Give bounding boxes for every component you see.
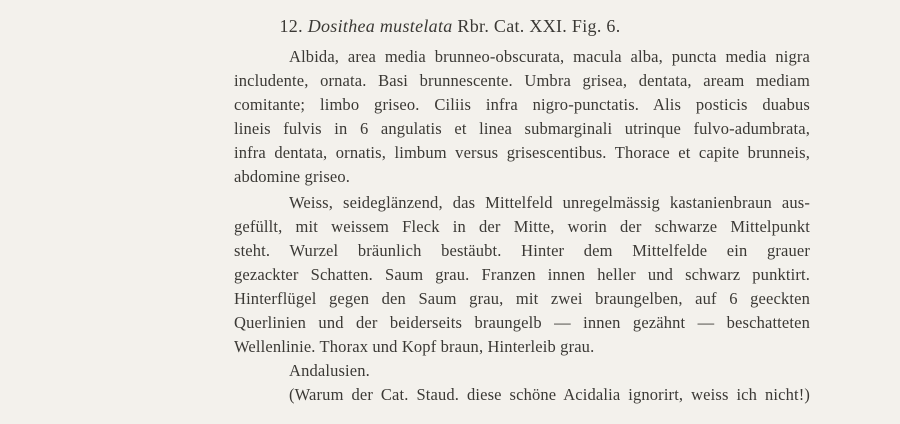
german-line: Wellenlinie. Thorax und Kopf braun, Hinterleib grau. <box>234 337 595 356</box>
species-name: Dosithea mustelata <box>307 16 453 36</box>
locality: Andalusien. <box>289 361 370 380</box>
latin-line: includente, ornata. Basi brunnescente. Umbra grisea, dentata, aream mediam <box>234 71 810 90</box>
latin-line: comitante; limbo griseo. Ciliis infra nigro-punctatis. Alis posticis duabus <box>234 95 810 114</box>
german-line: gefüllt, mit weissem Fleck in der Mitte, worin der schwarze Mittelpunkt <box>234 217 810 236</box>
german-line: Weiss, seideglänzend, das Mittelfeld unregelmässig kastanienbraun aus- <box>289 193 810 212</box>
catalog-reference: Rbr. Cat. XXI. Fig. 6. <box>457 16 621 36</box>
latin-line: lineis fulvis in 6 angulatis et linea submarginali utrinque fulvo-adumbrata, <box>234 119 810 138</box>
german-line: steht. Wurzel bräunlich bestäubt. Hinter dem Mittelfelde ein grauer <box>234 241 810 260</box>
species-heading <box>0 15 900 37</box>
latin-line: Albida, area media brunneo-obscurata, macula alba, puncta media nigra <box>289 47 810 66</box>
german-line: gezackter Schatten. Saum grau. Franzen innen heller und schwarz punktirt. <box>234 265 810 284</box>
german-line: Querlinien und der beiderseits braungelb — innen gezähnt — beschatteten <box>234 313 810 332</box>
species-number: 12. <box>279 16 303 36</box>
latin-line: abdomine griseo. <box>234 167 351 186</box>
german-line: Hinterflügel gegen den Saum grau, mit zwei braungelben, auf 6 geeckten <box>234 289 810 308</box>
remark: (Warum der Cat. Staud. diese schöne Acidalia ignorirt, weiss ich nicht!) <box>289 385 810 404</box>
latin-line: infra dentata, ornatis, limbum versus grisescentibus. Thorace et capite brunneis, <box>234 143 810 162</box>
